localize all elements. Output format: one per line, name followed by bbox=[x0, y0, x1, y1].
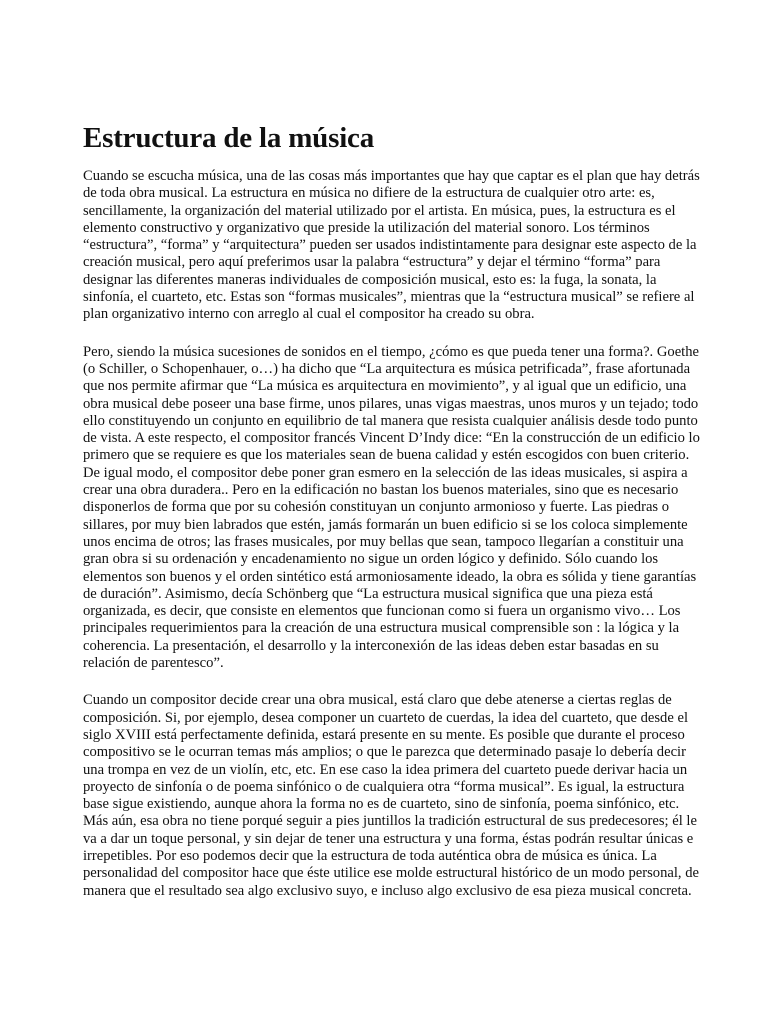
paragraph-3: Cuando un compositor decide crear una obra musical, está claro que debe atenerse a ciertas reglas de composición. Si, por ejemplo, desea componer un cuarteto de cuerdas, la idea del cuarteto, que desde el siglo XVIII está perfectamente definida, estará presente en su mente. Es posible que durante el proceso compositivo se le ocurran temas más amplios; o que le parezca que determinado pasaje lo debería decir una trompa en vez de un violín, etc, etc. En ese caso la idea primera del cuarteto puede derivar hacia un proyecto de sinfonía o de poema sinfónico o de cualquiera otra “forma musical”. Es igual, la estructura base sigue existiendo, aunque ahora la forma no es de cuarteto, sino de sinfonía, poema sinfónico, etc. Más aún, esa obra no tiene porqué seguir a pies juntillos la tradición estructural de sus predecesores; él le va a dar un toque personal, y sin dejar de tener una estructura y una forma, éstas podrán resultar únicas e irrepetibles. Por eso podemos decir que la estructura de toda auténtica obra de música es única. La personalidad del compositor hace que éste utilice ese molde estructural histórico de un modo personal, de manera que el resultado sea algo exclusivo suyo, e incluso algo exclusivo de esa pieza musical concreta. bbox=[83, 692, 699, 899]
paragraph-1: Cuando se escucha música, una de las cosas más importantes que hay que captar es el plan que hay detrás de toda obra musical. La estructura en música no difiere de la estructura de cualquier otro arte: es, sencillamente, la organización del material utilizado por el artista. En música, pues, la estructura es el elemento constructivo y organizativo que preside la utilización del material sonoro. Los términos “estructura”, “forma” y “arquitectura” pueden ser usados indistintamente para designar este aspecto de la creación musical, pero aquí preferimos usar la palabra “estructura” y dejar el término “forma” para designar las diferentes maneras individuales de composición musical, esto es: la fuga, la sonata, la sinfonía, el cuarteto, etc. Estas son “formas musicales”, mientras que la “estructura musical” se refiere al plan organizativo interno con arreglo al cual el compositor ha creado su obra. bbox=[83, 168, 700, 323]
document-title: Estructura de la música bbox=[83, 122, 375, 154]
paragraph-2: Pero, siendo la música sucesiones de sonidos en el tiempo, ¿cómo es que pueda tener una forma?. Goethe (o Schiller, o Schopenhauer, o…) ha dicho que “La arquitectura es música petrificada”, frase afortunada que nos permite afirmar que “La música es arquitectura en movimiento”, y al igual que un edificio, una obra musical debe poseer una base firme, unos pilares, unas vigas maestras, unos muros y un tejado; todo ello constituyendo un conjunto en equilibrio de tal manera que resista cualquier análisis desde todo punto de vista. A este respecto, el compositor francés Vincent D’Indy dice: “En la construcción de un edificio lo primero que se requiere es que los materiales sean de buena calidad y estén escogidos con buen criterio. De igual modo, el compositor debe poner gran esmero en la selección de las ideas musicales, si aspira a crear una obra duradera.. Pero en la edificación no bastan los buenos materiales, sino que es necesario disponerlos de forma que por su cohesión constituyan un conjunto armonioso y fuerte. Las piedras o sillares, por muy bien labrados que estén, jamás formarán un buen edificio si se los coloca simplemente unos encima de otros; las frases musicales, por muy bellas que sean, tampoco llegarían a constituir una gran obra si su ordenación y encadenamiento no sigue un orden lógico y definido. Sólo cuando los elementos son buenos y el orden sintético está armoniosamente ideado, la obra es sólida y tiene garantías de duración”. Asimismo, decía Schönberg que “La estructura musical significa que una pieza está organizada, es decir, que consiste en elementos que funcionan como si fuera un organismo vivo… Los principales requerimientos para la creación de una estructura musical comprensible son : la lógica y la coherencia. La presentación, el desarrollo y la interconexión de las ideas deben estar basadas en su relación de parentesco”. bbox=[83, 343, 700, 672]
